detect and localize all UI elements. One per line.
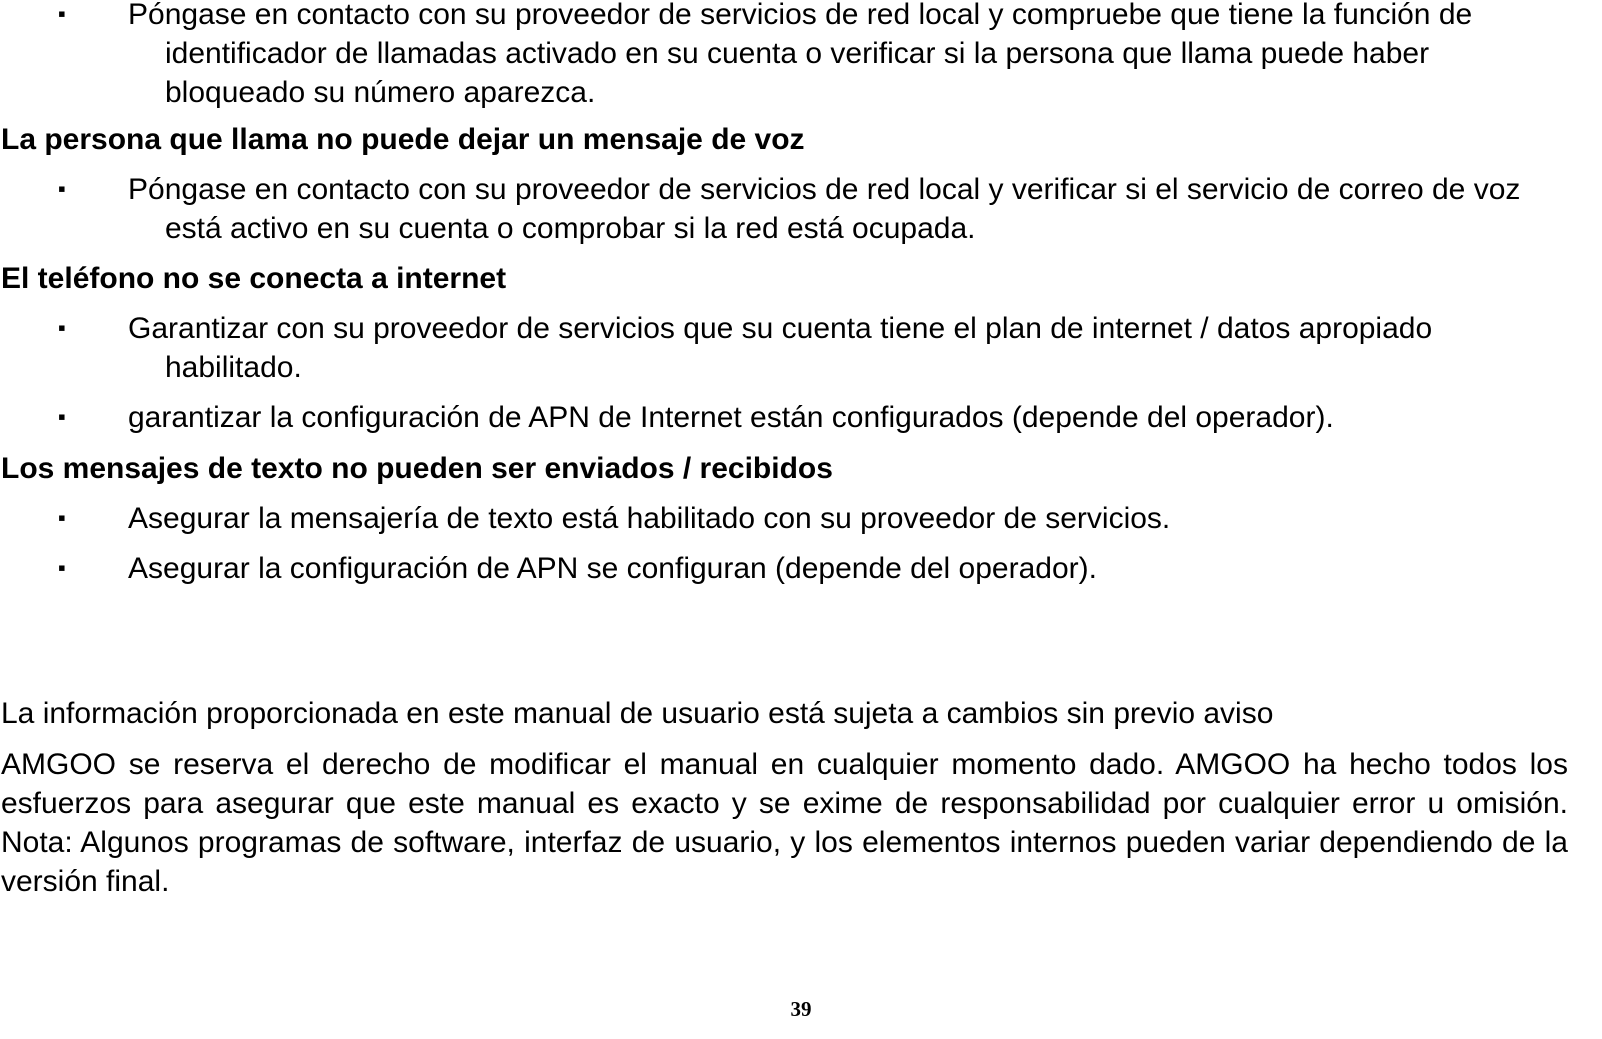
bullet-text: Asegurar la mensajería de texto está habilitado con su proveedor de servicios. (128, 502, 1171, 535)
disclaimer-text: AMGOO se reserva el derecho de modificar el manual en cualquier momento dado. AMGOO ha hecho todos los esfuerzos para asegurar que este manual es exacto y se exime de responsabilidad por cualquier error u omisión. Nota: Algunos programas de software, interfaz de usuario, y los elementos internos pueden variar dependiendo de la versión final. (1, 748, 1568, 898)
section-voicemail (0, 120, 1567, 248)
bullet-text: Póngase en contacto con su proveedor de servicios de red local y compruebe que tiene la función de identificador de llamadas activado en su cuenta o verificar si la persona que llama puede haber bloqueado su número aparezca. (128, 0, 1473, 109)
bullet-item (0, 0, 1567, 112)
square-bullet-icon: ▪ (58, 315, 66, 340)
notice-text: La información proporcionada en este manual de usuario está sujeta a cambios sin previo aviso (1, 697, 1274, 730)
section-internet (0, 259, 1567, 437)
page-number: 39 (790, 997, 812, 1021)
section-caller-id (0, 0, 1567, 112)
section-heading: La persona que llama no puede dejar un mensaje de voz (1, 123, 805, 156)
bullet-text: Póngase en contacto con su proveedor de servicios de red local y verificar si el servicio de correo de voz está activo en su cuenta o comprobar si la red está ocupada. (128, 173, 1521, 245)
square-bullet-icon: ▪ (58, 404, 66, 429)
bullet-item (0, 549, 1567, 588)
bullet-item (0, 499, 1567, 538)
square-bullet-icon: ▪ (58, 555, 66, 580)
bullet-item (0, 309, 1567, 387)
bullet-item (0, 398, 1567, 437)
bullet-text: garantizar la configuración de APN de Internet están configurados (depende del operador). (128, 401, 1334, 434)
bullet-text: Garantizar con su proveedor de servicios que su cuenta tiene el plan de internet / datos apropiado habilitado. (128, 312, 1433, 384)
bullet-text: Asegurar la configuración de APN se configuran (depende del operador). (128, 552, 1097, 585)
square-bullet-icon: ▪ (58, 176, 66, 201)
bullet-item (0, 170, 1567, 248)
square-bullet-icon: ▪ (58, 1, 66, 26)
square-bullet-icon: ▪ (58, 505, 66, 530)
section-heading: El teléfono no se conecta a internet (1, 262, 507, 295)
section-text-messages (0, 449, 1567, 588)
section-heading: Los mensajes de texto no pueden ser enviados / recibidos (1, 452, 833, 485)
